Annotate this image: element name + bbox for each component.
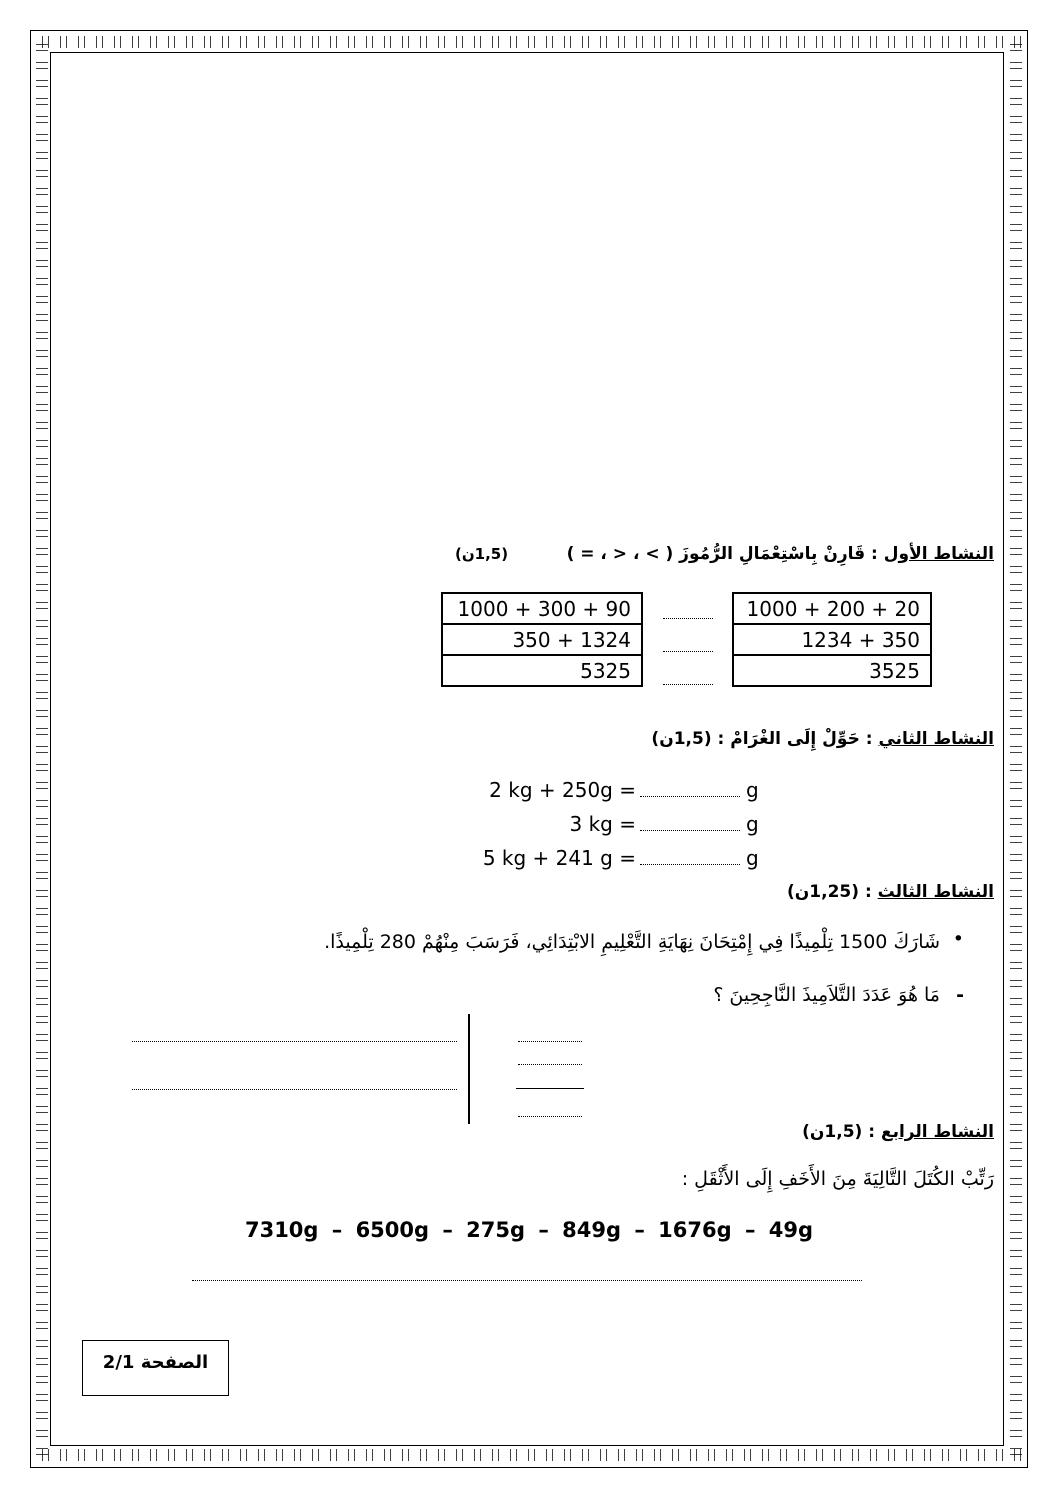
activity2-instruction: : حَوِّلْ إِلَى الغْرَامْ : <box>717 729 873 749</box>
compare-left-1: 1000 + 300 + 90 <box>442 593 642 624</box>
conversion-2-blank[interactable] <box>640 830 740 831</box>
operation-result-line[interactable] <box>518 1116 582 1117</box>
activity1-instruction: : قَارِنْ بِاسْتِعْمَالِ الرُّمُوزَ ( > ، < ، = ) <box>566 544 878 564</box>
solution-divider <box>468 1014 470 1124</box>
activity2-points: (1,5ن) <box>651 729 712 749</box>
conversion-3-blank[interactable] <box>640 864 740 865</box>
activity3-instruction: : <box>864 882 872 902</box>
operation-line-1[interactable] <box>518 1041 582 1042</box>
solution-line-1[interactable] <box>132 1041 457 1042</box>
conversion-3-expr: 5 kg + 241 g = <box>482 846 636 870</box>
activity4-instruction: : <box>868 1122 876 1142</box>
compare-table-right <box>732 592 932 687</box>
activity4-title: النشاط الرابع <box>880 1122 994 1142</box>
border-ornament-left <box>36 36 48 1461</box>
compare-right-1: 1000 + 200 + 20 <box>733 593 931 624</box>
activity4-statement: رَتِّبْ الكُتَلَ التَّالِيَةَ مِنَ الأَخَفِ إِلَى الأَثْقَلِ : <box>681 1168 994 1190</box>
page-number-box: الصفحة 2/1 <box>82 1340 229 1396</box>
conversion-2-unit: g <box>746 812 759 836</box>
activity1-points: (1,5ن) <box>455 545 509 563</box>
border-ornament-top <box>36 36 1022 48</box>
activity1-heading <box>567 544 994 564</box>
compare-answer-blank-3[interactable] <box>663 684 713 685</box>
conversion-1-blank[interactable] <box>640 796 740 797</box>
conversion-3-unit: g <box>746 846 759 870</box>
masses-list: 7310g – 6500g – 275g – 849g – 1676g – 49g <box>244 1218 814 1242</box>
compare-right-3: 3525 <box>733 655 931 686</box>
compare-right-2: 1234 + 350 <box>733 624 931 655</box>
activity2-title: النشاط الثاني <box>878 729 994 749</box>
ordering-answer-line[interactable] <box>192 1280 862 1281</box>
activity1-title: النشاط الأول <box>883 544 994 564</box>
compare-answer-blank-2[interactable] <box>663 651 713 652</box>
activity4-points: (1,5ن) <box>802 1122 863 1142</box>
activity2-heading <box>651 729 994 749</box>
activity3-bullet: • <box>952 928 964 950</box>
border-ornament-bottom <box>36 1449 1022 1461</box>
compare-table-left <box>441 592 643 687</box>
operation-result-bar <box>516 1088 584 1089</box>
activity3-heading <box>787 882 994 902</box>
border-ornament-right <box>1010 36 1022 1461</box>
activity3-question: مَا هُوَ عَدَدَ التَّلاَمِيذَ النَّاجِحِينَ ؟ <box>713 984 940 1006</box>
conversion-2-expr: 3 kg = <box>569 812 636 836</box>
compare-left-2: 350 + 1324 <box>442 624 642 655</box>
activity3-title: النشاط الثالث <box>877 882 994 902</box>
compare-answer-blank-1[interactable] <box>663 618 713 619</box>
compare-left-3: 5325 <box>442 655 642 686</box>
operation-line-2[interactable] <box>518 1064 582 1065</box>
conversion-1-unit: g <box>746 778 759 802</box>
conversion-1-expr: 2 kg + 250g = <box>489 778 636 802</box>
activity3-points: (1,25ن) <box>787 882 860 902</box>
activity4-heading <box>802 1122 994 1142</box>
solution-line-2[interactable] <box>132 1089 457 1090</box>
activity3-dash: - <box>956 984 964 1006</box>
activity3-statement: شَارَكَ 1500 تِلْمِيذًا فِي إِمْتِحَانَ نِهَايَةِ التَّعْلِيمِ الابْتِدَائِي، فَرَسَبَ مِنْهُمْ 280 تِلْمِيذًا. <box>324 931 940 953</box>
